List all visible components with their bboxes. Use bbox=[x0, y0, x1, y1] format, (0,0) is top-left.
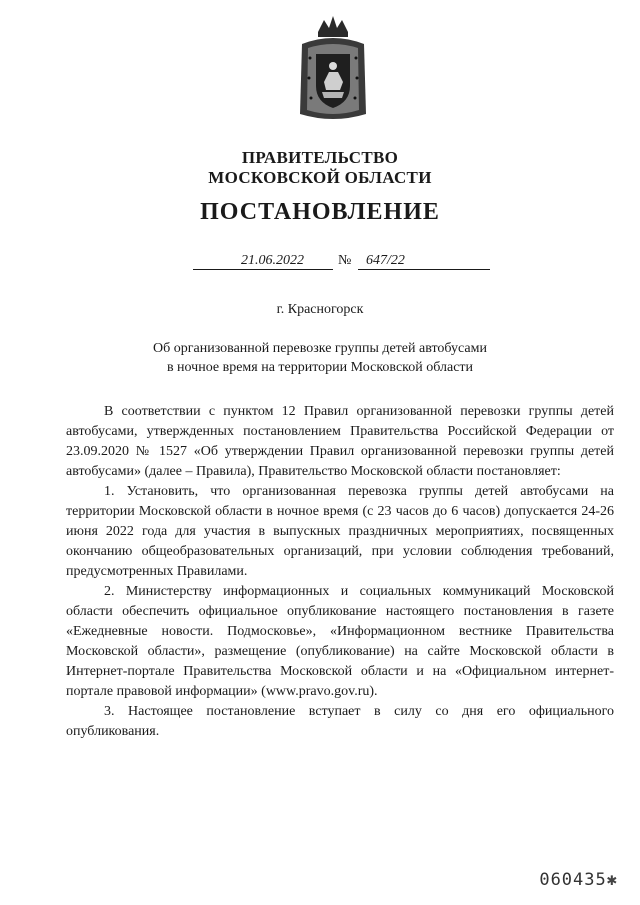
asterisk-mark: ✱ bbox=[606, 870, 618, 890]
government-name-line2: МОСКОВСКОЙ ОБЛАСТИ bbox=[208, 168, 432, 187]
government-name-line1: ПРАВИТЕЛЬСТВО bbox=[241, 148, 399, 167]
preamble-paragraph: В соответствии с пунктом 12 Правил организованной перевозки группы детей автобусами, утвержденных постановлением Правительства Российской Федерации от 23.09.2020 № 1527 «Об утверждении Правил организованной перевозки группы детей автобусами» (далее – Правила), Правительство Московской области постановляет: bbox=[66, 404, 614, 479]
document-code-number: 060435 bbox=[539, 870, 607, 890]
government-name bbox=[0, 148, 640, 188]
document-type: ПОСТАНОВЛЕНИЕ bbox=[200, 199, 440, 225]
coat-of-arms-icon bbox=[296, 14, 370, 124]
document-body bbox=[66, 402, 614, 742]
document-title bbox=[0, 339, 640, 377]
document-title-line2: в ночное время на территории Московской области bbox=[166, 360, 474, 375]
number-sign: № bbox=[338, 253, 352, 268]
clause-2-paragraph: 2. Министерству информационных и социальных коммуникаций Московской области обеспечить официальное опубликование настоящего постановления в газете «Ежедневные новости. Подмосковье», «Информационном вестнике Правительства Московской области», размещение (опубликование) на сайте Московской области в Интернет-портале Правительства Московской области и на «Официальном интернет-портале правовой информации» (www.pravo.gov.ru). bbox=[66, 584, 614, 699]
document-number: 647/22 bbox=[366, 253, 405, 268]
clause-1-paragraph: 1. Установить, что организованная перевозка группы детей автобусами на территории Московской области в ночное время (с 23 часов до 6 часов) допускается 24-26 июня 2022 года для участия в выпускных праздничных мероприятиях, посвященных окончанию общеобразовательных организаций, при условии соблюдения требований, предусмотренных Правилами. bbox=[66, 484, 614, 579]
document-city: г. Красногорск bbox=[276, 302, 364, 317]
clause-3-paragraph: 3. Настоящее постановление вступает в силу со дня его официального опубликования. bbox=[66, 704, 614, 739]
document-title-line1: Об организованной перевозке группы детей автобусами bbox=[153, 341, 487, 356]
document-code bbox=[539, 870, 618, 890]
document-date: 21.06.2022 bbox=[241, 253, 304, 268]
